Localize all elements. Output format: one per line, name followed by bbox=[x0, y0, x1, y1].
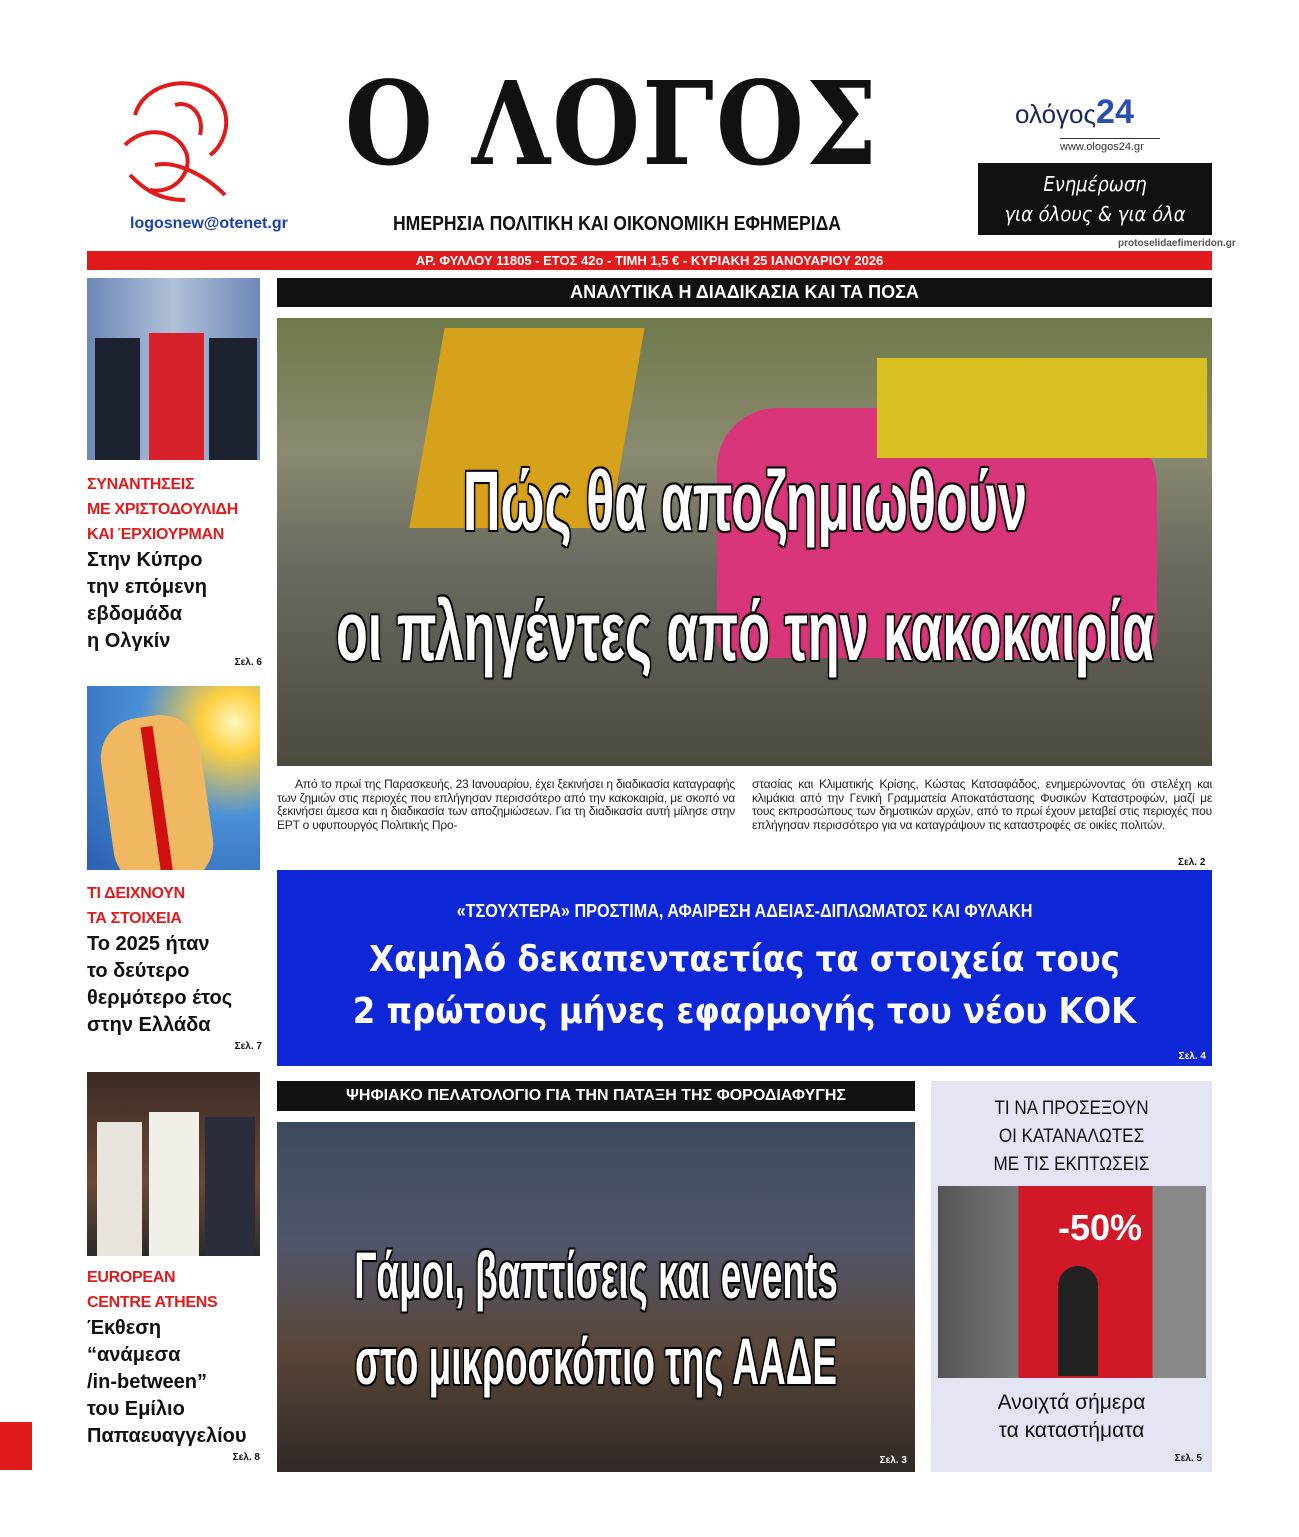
headline-line: /in-between” bbox=[87, 1371, 208, 1393]
newspaper-subtitle: ΗΜΕΡΗΣΙΑ ΠΟΛΙΤΙΚΗ ΚΑΙ ΟΙΚΟΝΟΜΙΚΗ ΕΦΗΜΕΡΙΔΑ bbox=[392, 213, 842, 235]
headline-line: του Εμίλιο bbox=[87, 1398, 185, 1420]
lead-body-col1: Από το πρωί της Παρασκευής, 23 Ιανουαρίου, έχει ξεκινήσει η διαδικασία καταγραφής των ζημιών στις περιοχές που επλήγησαν περισσότερο από την κακοκαιρία, με σκοπό να ξεκινήσει άμεσα και η διαδικασία των αποζημιώσεων. Για τη διαδικασία αυτή μίλησε στην ΕΡΤ ο υφυπουργός Πολιτικής Προ- bbox=[277, 777, 735, 832]
headline-line: Παπαευαγγελίου bbox=[87, 1425, 247, 1447]
headline-line: “ανάμεσα bbox=[87, 1344, 181, 1366]
headline-line: Γάμοι, βαπτίσεις και events bbox=[354, 1238, 838, 1312]
page-ref: Σελ. 4 bbox=[1178, 1051, 1206, 1062]
lead-headline bbox=[277, 436, 1212, 696]
email-link[interactable]: logosnew@otenet.gr bbox=[130, 215, 288, 232]
kicker-line: ΤΙ ΔΕΙΧΝΟΥΝ bbox=[87, 885, 185, 902]
sidebar-photo-thermometer bbox=[87, 686, 260, 870]
page-ref: Σελ. 2 bbox=[1178, 857, 1206, 868]
aade-headline bbox=[277, 1232, 915, 1404]
sales-photo bbox=[938, 1186, 1206, 1378]
kicker-line: ΜΕ ΤΙΣ ΕΚΠΤΩΣΕΙΣ bbox=[993, 1154, 1150, 1175]
lead-photo bbox=[277, 318, 1212, 766]
slogan-line: Ενημέρωση bbox=[1043, 172, 1147, 196]
aade-photo bbox=[277, 1122, 915, 1472]
page-ref: Σελ. 7 bbox=[234, 1041, 262, 1052]
kicker-line: ΜΕ ΧΡΙΣΤΟΔΟΥΛΙΔΗ bbox=[87, 501, 238, 518]
kok-kicker: «ΤΣΟΥΧΤΕΡΑ» ΠΡΟΣΤΙΜΑ, ΑΦΑΙΡΕΣΗ ΑΔΕΙΑΣ-ΔΙΠΛΩΜΑΤΟΣ ΚΑΙ ΦΥΛΑΚΗ bbox=[456, 901, 1033, 921]
kicker-line: CENTRE ATHENS bbox=[87, 1294, 218, 1311]
headline-line: Το 2025 ήταν bbox=[87, 933, 210, 955]
ologos24-logo[interactable] bbox=[1015, 92, 1134, 134]
sidebar-story-1 bbox=[87, 472, 262, 668]
slogan-box bbox=[978, 163, 1212, 235]
slogan-line: για όλους & για όλα bbox=[1004, 202, 1186, 226]
headline-line: στην Ελλάδα bbox=[87, 1014, 211, 1036]
sidebar-story-2 bbox=[87, 881, 262, 1052]
headline-line: το δεύτερο bbox=[87, 960, 190, 982]
sales-story bbox=[931, 1081, 1212, 1472]
discount-sign: -50% bbox=[1058, 1207, 1143, 1248]
headline-line: Χαμηλό δεκαπενταετίας τα στοιχεία τους bbox=[369, 939, 1120, 980]
page-ref: Σελ. 6 bbox=[234, 657, 262, 668]
person-shape bbox=[95, 338, 140, 460]
headline-line: Πώς θα αποζημιωθούν bbox=[462, 454, 1028, 548]
headline-line: η Ολγκίν bbox=[87, 630, 171, 652]
newspaper-title: Ο ΛΟΓΟΣ bbox=[344, 55, 880, 192]
kok-headline bbox=[324, 934, 1166, 1038]
kicker-line: ΤΙ ΝΑ ΠΡΟΣΕΞΟΥΝ bbox=[994, 1098, 1149, 1119]
pedestrian-shape bbox=[1058, 1266, 1098, 1376]
kicker-line: ΤΑ ΣΤΟΙΧΕΙΑ bbox=[87, 910, 182, 927]
page-ref: Σελ. 8 bbox=[232, 1452, 260, 1463]
brand-text: ολόγος bbox=[1015, 99, 1097, 129]
red-corner-marker bbox=[0, 1422, 32, 1470]
headline-line: οι πληγέντες από την κακοκαιρία bbox=[335, 584, 1155, 678]
lead-kicker: ΑΝΑΛΥΤΙΚΑ Η ΔΙΑΔΙΚΑΣΙΑ ΚΑΙ ΤΑ ΠΟΣΑ bbox=[277, 278, 1212, 307]
page-ref: Σελ. 3 bbox=[879, 1455, 907, 1466]
sales-kicker bbox=[945, 1095, 1198, 1179]
lead-body-col2: στασίας και Κλιματικής Κρίσης, Κώστας Κατσαφάδος, ενημερώνοντας ότι στελέχη και κλιμάκια από την Γενική Γραμματεία Αποκατάστασης Φυσικών Καταστροφών, μαζί με τους εκπροσώπους των δημοτικών αρχών, από το πρωί έχουν μεταβεί στις περιοχές που επλήγησαν περισσότερο για να καταγράψουν τις καταστροφές σε οικίες πολιτών. bbox=[752, 777, 1212, 832]
person-shape bbox=[205, 1117, 255, 1256]
person-shape bbox=[97, 1122, 142, 1256]
issue-bar: ΑΡ. ΦΥΛΛΟΥ 11805 - ΕΤΟΣ 42ο - ΤΙΜΗ 1,5 € - ΚΥΡΙΑΚΗ 25 ΙΑΝΟΥΑΡΙΟΥ 2026 bbox=[87, 251, 1212, 270]
headline-line: θερμότερο έτος bbox=[87, 987, 233, 1009]
kicker-line: ΣΥΝΑΝΤΗΣΕΙΣ bbox=[87, 476, 195, 493]
sidebar-photo-politicians bbox=[87, 278, 260, 460]
person-shape bbox=[209, 338, 257, 460]
kok-story bbox=[277, 870, 1212, 1066]
headline-line: τα καταστήματα bbox=[998, 1419, 1145, 1442]
sidebar-photo-exhibition bbox=[87, 1072, 260, 1256]
source-watermark: protoselidaefimeridon.gr bbox=[1118, 238, 1236, 249]
headline-line: Έκθεση bbox=[87, 1317, 162, 1339]
person-shape bbox=[149, 1112, 199, 1256]
headline-line: 2 πρώτους μήνες εφαρμογής του νέου ΚΟΚ bbox=[352, 991, 1137, 1032]
headline-line: την επόμενη bbox=[87, 576, 207, 598]
headline-line: εβδομάδα bbox=[87, 603, 182, 625]
aade-kicker: ΨΗΦΙΑΚΟ ΠΕΛΑΤΟΛΟΓΙΟ ΓΙΑ ΤΗΝ ΠΑΤΑΞΗ ΤΗΣ ΦΟΡΟΔΙΑΦΥΓΗΣ bbox=[277, 1081, 915, 1111]
person-shape bbox=[149, 333, 204, 460]
brand-number: 24 bbox=[1096, 93, 1134, 131]
headline-line: Στην Κύπρο bbox=[87, 549, 203, 571]
ologos24-url[interactable]: www.ologos24.gr bbox=[1060, 138, 1160, 154]
headline-line: στο μικροσκόπιο της ΑΑΔΕ bbox=[355, 1324, 837, 1398]
sidebar-story-3 bbox=[87, 1265, 267, 1463]
kicker-line: ΚΑΙ ΈΡΧΙΟΥΡΜΑΝ bbox=[87, 526, 225, 543]
page-ref: Σελ. 5 bbox=[1174, 1453, 1202, 1464]
headline-line: Ανοιχτά σήμερα bbox=[997, 1391, 1146, 1414]
kicker-line: ΟΙ ΚΑΤΑΝΑΛΩΤΕΣ bbox=[998, 1126, 1145, 1147]
sales-headline bbox=[931, 1389, 1212, 1445]
kicker-line: EUROPEAN bbox=[87, 1269, 176, 1286]
